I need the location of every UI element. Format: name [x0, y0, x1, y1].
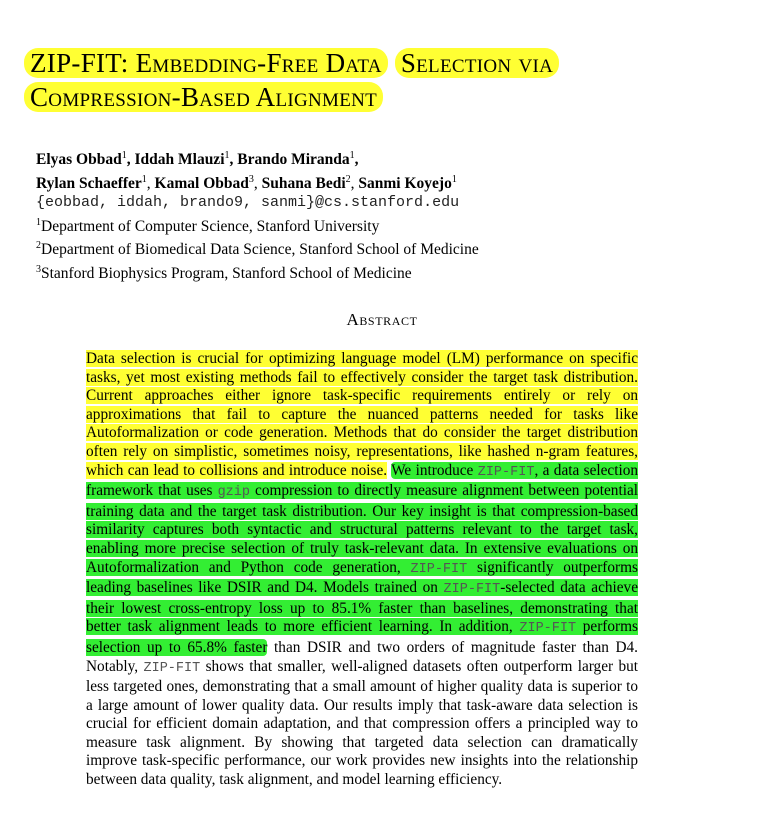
affiliation	[36, 213, 479, 237]
affiliation-sup: 3	[36, 264, 41, 276]
affiliation-sup: 2	[36, 240, 41, 252]
author-name: Iddah Mlauzi	[134, 151, 225, 169]
zipfit-mono: ZIP-FIT	[143, 660, 201, 676]
author-sup: 1	[349, 150, 355, 161]
author-line-2: Rylan Schaeffer$^1$, Kamal Obbad$^3$, Suhana Bedi$^2$, Sanmi Koyejo$^1$	[36, 173, 457, 192]
author-name: Kamal Obbad	[154, 174, 249, 192]
abstract-heading	[0, 310, 764, 330]
affiliation-text: Department of Biomedical Data Science, Stanford School of Medicine	[41, 241, 479, 259]
author-emails: {eobbad, iddah, brando9, sanmi}@cs.stanford.edu	[36, 194, 460, 212]
gzip-mono: gzip	[217, 485, 250, 501]
green-highlight	[86, 462, 638, 656]
author-sup: 2	[345, 173, 351, 185]
abstract-text: -selected data achieve their lowest cross-entropy loss up to 85.1% faster than baselines, demonstrating that better task alignment leads to more efficient learning. In addition,	[86, 579, 638, 636]
zipfit-mono: ZIP-FIT	[519, 621, 577, 637]
author-sup: 1	[141, 173, 147, 185]
abstract-text: , a data selection framework that uses	[86, 461, 638, 500]
abstract-text: performs selection up to 65.8% faster	[86, 618, 638, 656]
yellow-highlight: Data selection is crucial for optimizing language model (LM) performance on specific tasks, yet most existing methods fail to effectively consider the target task distribution. Current approaches either ignore task-specific requirements entirely or rely on approximations that fail to capture the nuanced patterns needed for tasks like Autoformalization or code generation. Methods that do consider the target distribution often rely on simplistic, sometimes noisy, representations, like hashed n-gram features, which can lead to collisions and introduce noise.	[86, 350, 638, 479]
abstract-text: significantly outperforms leading baselines like DSIR and D4. Models trained on	[86, 558, 638, 597]
affiliation-text: Stanford Biophysics Program, Stanford School of Medicine	[41, 265, 412, 283]
author-block	[36, 146, 479, 284]
title-part-1: ZIP-FIT: Embedding-Free Data	[24, 48, 388, 78]
title-part-2: Selection via	[395, 48, 559, 78]
affiliation	[36, 236, 479, 260]
paper-title	[24, 46, 744, 114]
author-line-1: Elyas Obbad$^1$, Iddah Mlauzi$^1$, Brando Miranda$^1$,	[36, 150, 359, 169]
title-part-3: Compression-Based Alignment	[24, 82, 383, 112]
author-name: Rylan Schaeffer	[36, 174, 142, 192]
affiliation-text: Department of Computer Science, Stanford University	[41, 217, 380, 235]
zipfit-mono: ZIP-FIT	[477, 464, 535, 480]
affiliation-sup: 1	[36, 216, 41, 228]
author-name: Sanmi Koyejo	[358, 174, 452, 192]
author-name: Suhana Bedi	[261, 174, 346, 192]
author-sup: 1	[121, 150, 127, 161]
zipfit-mono: ZIP-FIT	[443, 582, 501, 598]
author-name: Brando Miranda	[237, 151, 350, 169]
abstract-text: We introduce	[391, 461, 474, 479]
abstract-heading-text: Abstract	[346, 310, 418, 329]
abstract-text: than DSIR and two orders of magnitude faster than D4. Notably,	[86, 638, 639, 675]
abstract-text: shows that smaller, well-aligned datasets often outperform larger but less targeted ones, demonstrating that a small amount of higher quality data is superior to a large amount of lower quality data. Our results imply that task-aware data selection is crucial for efficient domain adaptation, and that compression offers a principled way to measure task alignment. By showing that targeted data selection can dramatically improve task-specific performance, our work provides new insights into the relationship between data quality, task alignment, and model learning efficiency.	[86, 657, 639, 789]
author-sup: 3	[248, 173, 254, 185]
author-sup: 1	[451, 173, 457, 185]
author-sup: 1	[224, 150, 230, 161]
abstract-text: compression to directly measure alignment between potential training data and the target task distribution. Our key insight is that compression-based similarity captures both syntactic and structural patterns relevant to the target task, enabling more precise selection of truly task-relevant data. In extensive evaluations on Autoformalization and Python code generation,	[86, 482, 638, 576]
abstract-body	[86, 350, 638, 790]
affiliation	[36, 260, 479, 284]
zipfit-mono: ZIP-FIT	[410, 561, 468, 577]
author-name: Elyas Obbad	[36, 151, 122, 169]
